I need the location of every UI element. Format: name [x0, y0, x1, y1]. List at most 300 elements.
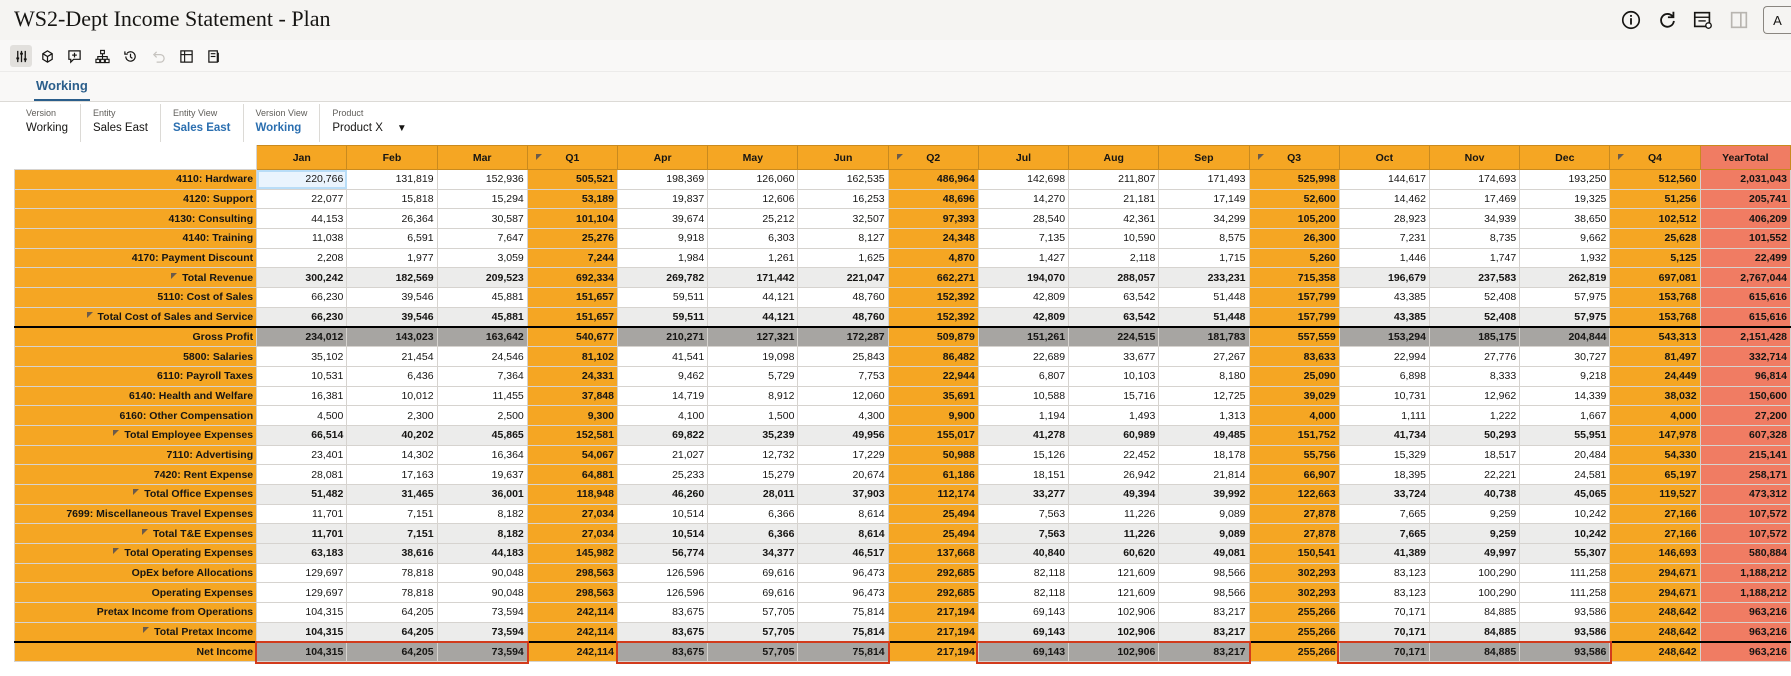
data-cell[interactable]: 152,581 — [527, 425, 617, 445]
data-cell[interactable]: 61,186 — [888, 465, 978, 485]
data-cell[interactable]: 27,878 — [1249, 504, 1339, 524]
data-cell[interactable]: 8,912 — [708, 386, 798, 406]
row-header[interactable] — [15, 386, 257, 406]
column-header[interactable] — [347, 146, 437, 170]
data-cell[interactable]: 294,671 — [1610, 583, 1700, 603]
data-cell[interactable]: 6,303 — [708, 229, 798, 249]
data-cell[interactable]: 217,194 — [888, 642, 978, 662]
data-cell[interactable]: 248,642 — [1610, 603, 1700, 623]
data-cell[interactable]: 9,662 — [1520, 229, 1610, 249]
data-cell[interactable]: 96,814 — [1700, 366, 1790, 386]
tab-working[interactable]: Working — [34, 76, 90, 101]
data-cell[interactable]: 35,691 — [888, 386, 978, 406]
data-cell[interactable]: 9,089 — [1159, 524, 1249, 544]
data-cell[interactable]: 505,521 — [527, 170, 617, 190]
data-cell[interactable]: 10,514 — [618, 504, 708, 524]
data-cell[interactable]: 39,992 — [1159, 485, 1249, 505]
data-cell[interactable]: 143,023 — [347, 327, 437, 347]
data-cell[interactable]: 7,151 — [347, 524, 437, 544]
data-cell[interactable]: 31,465 — [347, 485, 437, 505]
data-cell[interactable]: 17,163 — [347, 465, 437, 485]
data-cell[interactable]: 44,121 — [708, 307, 798, 327]
data-cell[interactable]: 172,287 — [798, 327, 888, 347]
data-cell[interactable]: 42,809 — [978, 288, 1068, 308]
column-header[interactable] — [1429, 146, 1519, 170]
data-cell[interactable]: 151,261 — [978, 327, 1068, 347]
data-cell[interactable]: 963,216 — [1700, 622, 1790, 642]
data-cell[interactable]: 8,735 — [1429, 229, 1519, 249]
data-cell[interactable]: 248,642 — [1610, 642, 1700, 662]
data-cell[interactable]: 302,293 — [1249, 583, 1339, 603]
pov-version-view[interactable] — [244, 104, 321, 142]
grid-layout-icon[interactable] — [175, 45, 197, 67]
data-cell[interactable]: 9,259 — [1429, 524, 1519, 544]
data-cell[interactable]: 10,590 — [1069, 229, 1159, 249]
data-cell[interactable]: 6,591 — [347, 229, 437, 249]
collapse-caret-icon[interactable] — [1258, 154, 1264, 160]
data-cell[interactable]: 97,393 — [888, 209, 978, 229]
collapse-caret-icon[interactable] — [87, 312, 93, 318]
data-cell[interactable]: 48,760 — [798, 307, 888, 327]
data-cell[interactable]: 19,637 — [437, 465, 527, 485]
data-cell[interactable]: 1,427 — [978, 248, 1068, 268]
data-cell[interactable]: 25,233 — [618, 465, 708, 485]
row-header[interactable] — [15, 347, 257, 367]
data-cell[interactable]: 107,572 — [1700, 524, 1790, 544]
data-cell[interactable]: 2,151,428 — [1700, 327, 1790, 347]
data-cell[interactable]: 38,616 — [347, 544, 437, 564]
data-cell[interactable]: 220,766 — [257, 170, 347, 190]
data-cell[interactable]: 15,818 — [347, 189, 437, 209]
data-cell[interactable]: 1,111 — [1339, 406, 1429, 426]
data-cell[interactable]: 6,807 — [978, 366, 1068, 386]
data-cell[interactable]: 12,732 — [708, 445, 798, 465]
data-cell[interactable]: 18,517 — [1429, 445, 1519, 465]
data-cell[interactable]: 7,563 — [978, 524, 1068, 544]
data-cell[interactable]: 14,339 — [1520, 386, 1610, 406]
data-cell[interactable]: 22,452 — [1069, 445, 1159, 465]
column-header[interactable] — [708, 146, 798, 170]
data-cell[interactable]: 64,205 — [347, 603, 437, 623]
data-cell[interactable]: 24,581 — [1520, 465, 1610, 485]
column-header[interactable] — [1159, 146, 1249, 170]
instructions-icon[interactable] — [203, 45, 225, 67]
data-cell[interactable]: 27,166 — [1610, 524, 1700, 544]
data-cell[interactable]: 66,230 — [257, 288, 347, 308]
data-cell[interactable]: 100,290 — [1429, 563, 1519, 583]
data-cell[interactable]: 298,563 — [527, 563, 617, 583]
data-cell[interactable]: 78,818 — [347, 583, 437, 603]
row-header[interactable] — [15, 642, 257, 662]
data-cell[interactable]: 162,535 — [798, 170, 888, 190]
data-cell[interactable]: 10,531 — [257, 366, 347, 386]
data-cell[interactable]: 26,364 — [347, 209, 437, 229]
data-cell[interactable]: 40,840 — [978, 544, 1068, 564]
data-cell[interactable]: 24,449 — [1610, 366, 1700, 386]
data-cell[interactable]: 98,566 — [1159, 583, 1249, 603]
data-cell[interactable]: 30,727 — [1520, 347, 1610, 367]
data-cell[interactable]: 255,266 — [1249, 622, 1339, 642]
row-header[interactable] — [15, 327, 257, 347]
data-cell[interactable]: 302,293 — [1249, 563, 1339, 583]
data-cell[interactable]: 137,668 — [888, 544, 978, 564]
data-cell[interactable]: 198,369 — [618, 170, 708, 190]
data-cell[interactable]: 43,385 — [1339, 307, 1429, 327]
data-cell[interactable]: 27,267 — [1159, 347, 1249, 367]
data-cell[interactable]: 10,012 — [347, 386, 437, 406]
data-cell[interactable]: 69,143 — [978, 642, 1068, 662]
data-cell[interactable]: 38,650 — [1520, 209, 1610, 229]
data-cell[interactable]: 34,299 — [1159, 209, 1249, 229]
data-cell[interactable]: 692,334 — [527, 268, 617, 288]
row-header[interactable] — [15, 288, 257, 308]
data-cell[interactable]: 269,782 — [618, 268, 708, 288]
data-cell[interactable]: 93,586 — [1520, 622, 1610, 642]
data-cell[interactable]: 12,606 — [708, 189, 798, 209]
data-cell[interactable]: 83,675 — [618, 603, 708, 623]
data-cell[interactable]: 48,760 — [798, 288, 888, 308]
column-header[interactable] — [978, 146, 1068, 170]
data-cell[interactable]: 45,881 — [437, 288, 527, 308]
data-cell[interactable]: 32,507 — [798, 209, 888, 229]
data-cell[interactable]: 210,271 — [618, 327, 708, 347]
data-cell[interactable]: 57,705 — [708, 642, 798, 662]
data-cell[interactable]: 131,819 — [347, 170, 437, 190]
data-cell[interactable]: 73,594 — [437, 603, 527, 623]
row-header[interactable] — [15, 465, 257, 485]
data-cell[interactable]: 30,587 — [437, 209, 527, 229]
data-cell[interactable]: 7,647 — [437, 229, 527, 249]
data-cell[interactable]: 7,244 — [527, 248, 617, 268]
data-cell[interactable]: 1,261 — [708, 248, 798, 268]
data-cell[interactable]: 1,446 — [1339, 248, 1429, 268]
data-cell[interactable]: 25,494 — [888, 524, 978, 544]
panel-toggle-icon[interactable] — [1721, 6, 1757, 34]
data-cell[interactable]: 26,942 — [1069, 465, 1159, 485]
data-cell[interactable]: 182,569 — [347, 268, 437, 288]
data-cell[interactable]: 100,290 — [1429, 583, 1519, 603]
data-cell[interactable]: 12,962 — [1429, 386, 1519, 406]
column-header[interactable] — [888, 146, 978, 170]
data-cell[interactable]: 25,494 — [888, 504, 978, 524]
data-cell[interactable]: 41,734 — [1339, 425, 1429, 445]
data-cell[interactable]: 41,541 — [618, 347, 708, 367]
data-cell[interactable]: 300,242 — [257, 268, 347, 288]
data-cell[interactable]: 96,473 — [798, 563, 888, 583]
data-cell[interactable]: 1,493 — [1069, 406, 1159, 426]
data-cell[interactable]: 255,266 — [1249, 603, 1339, 623]
data-cell[interactable]: 48,696 — [888, 189, 978, 209]
data-cell[interactable]: 45,065 — [1520, 485, 1610, 505]
data-cell[interactable]: 9,300 — [527, 406, 617, 426]
data-cell[interactable]: 14,270 — [978, 189, 1068, 209]
row-header[interactable] — [15, 307, 257, 327]
data-cell[interactable]: 55,307 — [1520, 544, 1610, 564]
data-cell[interactable]: 42,361 — [1069, 209, 1159, 229]
data-cell[interactable]: 963,216 — [1700, 642, 1790, 662]
data-cell[interactable]: 57,975 — [1520, 288, 1610, 308]
data-cell[interactable]: 65,197 — [1610, 465, 1700, 485]
data-cell[interactable]: 41,278 — [978, 425, 1068, 445]
data-cell[interactable]: 102,906 — [1069, 603, 1159, 623]
data-cell[interactable]: 221,047 — [798, 268, 888, 288]
data-cell[interactable]: 56,774 — [618, 544, 708, 564]
data-cell[interactable]: 233,231 — [1159, 268, 1249, 288]
data-cell[interactable]: 49,081 — [1159, 544, 1249, 564]
data-cell[interactable]: 112,174 — [888, 485, 978, 505]
data-cell[interactable]: 38,032 — [1610, 386, 1700, 406]
data-cell[interactable]: 39,546 — [347, 288, 437, 308]
data-cell[interactable]: 16,381 — [257, 386, 347, 406]
data-cell[interactable]: 1,625 — [798, 248, 888, 268]
data-cell[interactable]: 16,253 — [798, 189, 888, 209]
data-cell[interactable]: 39,546 — [347, 307, 437, 327]
data-cell[interactable]: 25,090 — [1249, 366, 1339, 386]
data-cell[interactable]: 145,982 — [527, 544, 617, 564]
data-cell[interactable]: 153,768 — [1610, 307, 1700, 327]
column-header[interactable] — [1249, 146, 1339, 170]
data-cell[interactable]: 8,614 — [798, 504, 888, 524]
data-cell[interactable]: 121,609 — [1069, 583, 1159, 603]
data-cell[interactable]: 20,674 — [798, 465, 888, 485]
data-cell[interactable]: 152,936 — [437, 170, 527, 190]
data-cell[interactable]: 1,932 — [1520, 248, 1610, 268]
data-cell[interactable]: 17,149 — [1159, 189, 1249, 209]
data-cell[interactable]: 86,482 — [888, 347, 978, 367]
data-cell[interactable]: 105,200 — [1249, 209, 1339, 229]
data-cell[interactable]: 17,229 — [798, 445, 888, 465]
data-cell[interactable]: 51,448 — [1159, 288, 1249, 308]
data-cell[interactable]: 118,948 — [527, 485, 617, 505]
data-cell[interactable]: 151,752 — [1249, 425, 1339, 445]
data-cell[interactable]: 509,879 — [888, 327, 978, 347]
data-cell[interactable]: 8,614 — [798, 524, 888, 544]
column-header[interactable] — [1700, 146, 1790, 170]
data-cell[interactable]: 8,575 — [1159, 229, 1249, 249]
data-cell[interactable]: 25,212 — [708, 209, 798, 229]
data-cell[interactable]: 44,153 — [257, 209, 347, 229]
data-cell[interactable]: 104,315 — [257, 622, 347, 642]
pov-entity-view[interactable] — [161, 104, 244, 142]
data-cell[interactable]: 28,011 — [708, 485, 798, 505]
data-cell[interactable]: 46,260 — [618, 485, 708, 505]
data-cell[interactable]: 66,230 — [257, 307, 347, 327]
data-cell[interactable]: 36,001 — [437, 485, 527, 505]
data-cell[interactable]: 262,819 — [1520, 268, 1610, 288]
data-cell[interactable]: 55,756 — [1249, 445, 1339, 465]
data-cell[interactable]: 217,194 — [888, 603, 978, 623]
data-cell[interactable]: 7,231 — [1339, 229, 1429, 249]
data-cell[interactable]: 75,814 — [798, 622, 888, 642]
data-cell[interactable]: 196,679 — [1339, 268, 1429, 288]
data-cell[interactable]: 2,500 — [437, 406, 527, 426]
data-cell[interactable]: 7,151 — [347, 504, 437, 524]
data-cell[interactable]: 126,596 — [618, 563, 708, 583]
data-cell[interactable]: 4,000 — [1249, 406, 1339, 426]
row-header[interactable] — [15, 209, 257, 229]
data-cell[interactable]: 84,885 — [1429, 603, 1519, 623]
data-cell[interactable]: 185,175 — [1429, 327, 1519, 347]
data-cell[interactable]: 1,715 — [1159, 248, 1249, 268]
data-cell[interactable]: 59,511 — [618, 307, 708, 327]
data-cell[interactable]: 607,328 — [1700, 425, 1790, 445]
data-cell[interactable]: 1,188,212 — [1700, 583, 1790, 603]
data-cell[interactable]: 69,143 — [978, 622, 1068, 642]
data-cell[interactable]: 18,178 — [1159, 445, 1249, 465]
form-actions-icon[interactable] — [1685, 6, 1721, 34]
data-cell[interactable]: 1,188,212 — [1700, 563, 1790, 583]
data-cell[interactable]: 14,719 — [618, 386, 708, 406]
data-cell[interactable]: 473,312 — [1700, 485, 1790, 505]
data-cell[interactable]: 14,302 — [347, 445, 437, 465]
data-cell[interactable]: 51,448 — [1159, 307, 1249, 327]
data-cell[interactable]: 104,315 — [257, 642, 347, 662]
data-cell[interactable]: 20,484 — [1520, 445, 1610, 465]
data-cell[interactable]: 15,279 — [708, 465, 798, 485]
data-cell[interactable]: 8,182 — [437, 504, 527, 524]
data-cell[interactable]: 15,329 — [1339, 445, 1429, 465]
data-cell[interactable]: 49,485 — [1159, 425, 1249, 445]
row-header[interactable] — [15, 504, 257, 524]
data-cell[interactable]: 81,102 — [527, 347, 617, 367]
refresh-icon[interactable] — [1649, 6, 1685, 34]
data-cell[interactable]: 33,677 — [1069, 347, 1159, 367]
data-cell[interactable]: 70,171 — [1339, 603, 1429, 623]
data-cell[interactable]: 9,259 — [1429, 504, 1519, 524]
data-cell[interactable]: 22,499 — [1700, 248, 1790, 268]
data-cell[interactable]: 205,741 — [1700, 189, 1790, 209]
data-cell[interactable]: 24,348 — [888, 229, 978, 249]
data-cell[interactable]: 82,118 — [978, 563, 1068, 583]
dropdown-arrow-icon[interactable]: ▼ — [396, 123, 407, 134]
data-cell[interactable]: 45,881 — [437, 307, 527, 327]
row-header[interactable] — [15, 229, 257, 249]
data-cell[interactable]: 50,988 — [888, 445, 978, 465]
data-cell[interactable]: 2,031,043 — [1700, 170, 1790, 190]
data-cell[interactable]: 64,881 — [527, 465, 617, 485]
data-cell[interactable]: 294,671 — [1610, 563, 1700, 583]
data-cell[interactable]: 84,885 — [1429, 642, 1519, 662]
row-header[interactable] — [15, 563, 257, 583]
data-cell[interactable]: 6,898 — [1339, 366, 1429, 386]
column-header[interactable] — [527, 146, 617, 170]
data-cell[interactable]: 54,067 — [527, 445, 617, 465]
data-cell[interactable]: 11,226 — [1069, 524, 1159, 544]
data-cell[interactable]: 45,865 — [437, 425, 527, 445]
data-cell[interactable]: 111,258 — [1520, 563, 1610, 583]
data-cell[interactable]: 543,313 — [1610, 327, 1700, 347]
data-cell[interactable]: 28,923 — [1339, 209, 1429, 229]
data-cell[interactable]: 25,276 — [527, 229, 617, 249]
data-cell[interactable]: 52,408 — [1429, 307, 1519, 327]
collapse-caret-icon[interactable] — [133, 489, 139, 495]
data-cell[interactable]: 37,848 — [527, 386, 617, 406]
data-cell[interactable]: 102,512 — [1610, 209, 1700, 229]
data-cell[interactable]: 248,642 — [1610, 622, 1700, 642]
data-cell[interactable]: 23,401 — [257, 445, 347, 465]
data-cell[interactable]: 69,143 — [978, 603, 1068, 623]
data-cell[interactable]: 8,333 — [1429, 366, 1519, 386]
data-cell[interactable]: 22,994 — [1339, 347, 1429, 367]
row-header[interactable] — [15, 622, 257, 642]
data-cell[interactable]: 163,642 — [437, 327, 527, 347]
data-cell[interactable]: 234,012 — [257, 327, 347, 347]
data-cell[interactable]: 10,103 — [1069, 366, 1159, 386]
data-cell[interactable]: 3,059 — [437, 248, 527, 268]
data-cell[interactable]: 1,977 — [347, 248, 437, 268]
data-cell[interactable]: 44,183 — [437, 544, 527, 564]
data-cell[interactable]: 174,693 — [1429, 170, 1519, 190]
data-cell[interactable]: 64,205 — [347, 622, 437, 642]
column-header[interactable] — [798, 146, 888, 170]
data-cell[interactable]: 90,048 — [437, 563, 527, 583]
data-cell[interactable]: 59,511 — [618, 288, 708, 308]
data-cell[interactable]: 288,057 — [1069, 268, 1159, 288]
data-cell[interactable]: 43,385 — [1339, 288, 1429, 308]
data-cell[interactable]: 122,663 — [1249, 485, 1339, 505]
column-header[interactable] — [437, 146, 527, 170]
data-cell[interactable]: 242,114 — [527, 622, 617, 642]
data-cell[interactable]: 147,978 — [1610, 425, 1700, 445]
data-cell[interactable]: 142,698 — [978, 170, 1068, 190]
data-cell[interactable]: 21,454 — [347, 347, 437, 367]
data-cell[interactable]: 11,038 — [257, 229, 347, 249]
data-cell[interactable]: 4,500 — [257, 406, 347, 426]
data-cell[interactable]: 27,034 — [527, 524, 617, 544]
data-cell[interactable]: 27,034 — [527, 504, 617, 524]
data-cell[interactable]: 525,998 — [1249, 170, 1339, 190]
data-cell[interactable]: 7,665 — [1339, 524, 1429, 544]
data-cell[interactable]: 39,674 — [618, 209, 708, 229]
data-cell[interactable]: 83,675 — [618, 622, 708, 642]
data-cell[interactable]: 6,366 — [708, 504, 798, 524]
data-cell[interactable]: 46,517 — [798, 544, 888, 564]
data-cell[interactable]: 6,436 — [347, 366, 437, 386]
data-cell[interactable]: 540,677 — [527, 327, 617, 347]
data-cell[interactable]: 15,716 — [1069, 386, 1159, 406]
data-cell[interactable]: 126,060 — [708, 170, 798, 190]
data-cell[interactable]: 292,685 — [888, 563, 978, 583]
data-cell[interactable]: 4,000 — [1610, 406, 1700, 426]
column-header[interactable] — [1069, 146, 1159, 170]
data-cell[interactable]: 10,588 — [978, 386, 1068, 406]
data-cell[interactable]: 7,753 — [798, 366, 888, 386]
data-cell[interactable]: 1,313 — [1159, 406, 1249, 426]
pov-value-link[interactable]: Sales East — [172, 122, 231, 134]
data-cell[interactable]: 73,594 — [437, 642, 527, 662]
row-header[interactable] — [15, 268, 257, 288]
data-cell[interactable]: 121,609 — [1069, 563, 1159, 583]
data-cell[interactable]: 255,266 — [1249, 642, 1339, 662]
collapse-caret-icon[interactable] — [143, 627, 149, 633]
data-cell[interactable]: 150,600 — [1700, 386, 1790, 406]
data-cell[interactable]: 28,081 — [257, 465, 347, 485]
data-cell[interactable]: 9,218 — [1520, 366, 1610, 386]
data-cell[interactable]: 2,118 — [1069, 248, 1159, 268]
row-header[interactable] — [15, 406, 257, 426]
data-cell[interactable]: 144,617 — [1339, 170, 1429, 190]
data-cell[interactable]: 81,497 — [1610, 347, 1700, 367]
data-cell[interactable]: 27,878 — [1249, 524, 1339, 544]
data-cell[interactable]: 1,747 — [1429, 248, 1519, 268]
data-cell[interactable]: 486,964 — [888, 170, 978, 190]
pov-value-link[interactable]: Working — [255, 122, 302, 134]
row-header[interactable] — [15, 425, 257, 445]
data-cell[interactable]: 50,293 — [1429, 425, 1519, 445]
column-header[interactable] — [1339, 146, 1429, 170]
column-header[interactable] — [257, 146, 347, 170]
row-header[interactable] — [15, 248, 257, 268]
